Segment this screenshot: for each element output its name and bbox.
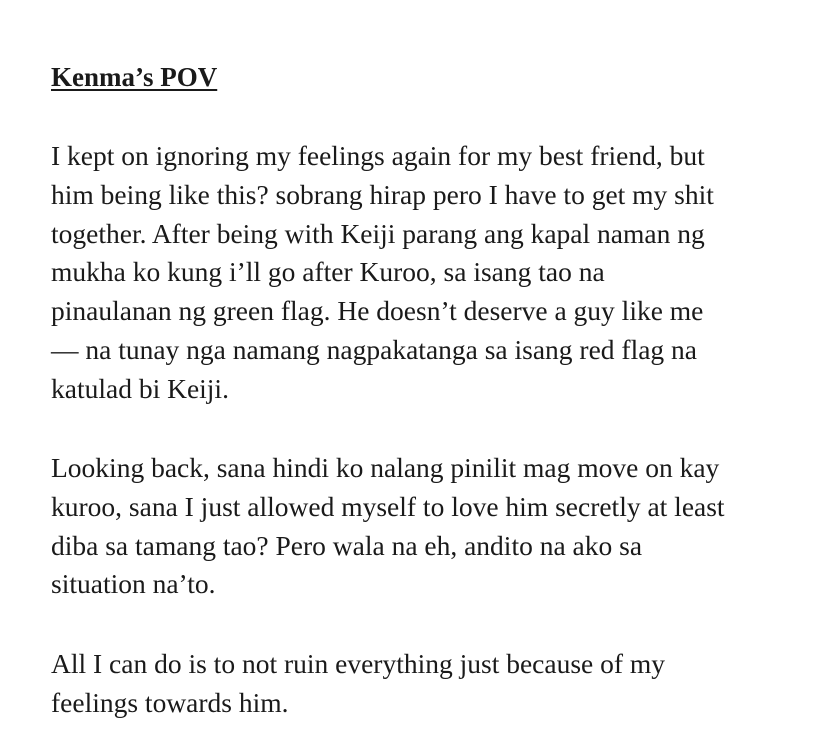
text-line: diba sa tamang tao? Pero wala na eh, andito na ako sa [51,529,643,561]
paragraph-2 [51,449,725,604]
text-line: situation na’to. [51,568,216,600]
paragraph-3 [51,645,665,723]
document-title: Kenma’s POV [51,62,218,92]
text-line: kuroo, sana I just allowed myself to love him secretly at least [51,490,725,522]
text-line: I kept on ignoring my feelings again for my best friend, but [51,140,705,171]
text-line: pinaulanan ng green flag. He doesn’t deserve a guy like me [51,295,704,327]
text-line: All I can do is to not ruin everything just because of my [51,648,666,679]
text-line: together. After being with Keiji parang ang kapal naman ng [51,217,705,249]
paragraph-1 [51,137,714,409]
text-line: mukha ko kung i’ll go after Kuroo, sa isang tao na [51,256,605,288]
text-line: feelings towards him. [51,686,289,718]
text-line: Looking back, sana hindi ko nalang pinilit mag move on kay [51,452,720,483]
text-line: — na tunay nga namang nagpakatanga sa isang red flag na [51,333,698,365]
text-line: him being like this? sobrang hirap pero I have to get my shit [51,178,714,210]
text-line: katulad bi Keiji. [51,372,229,404]
